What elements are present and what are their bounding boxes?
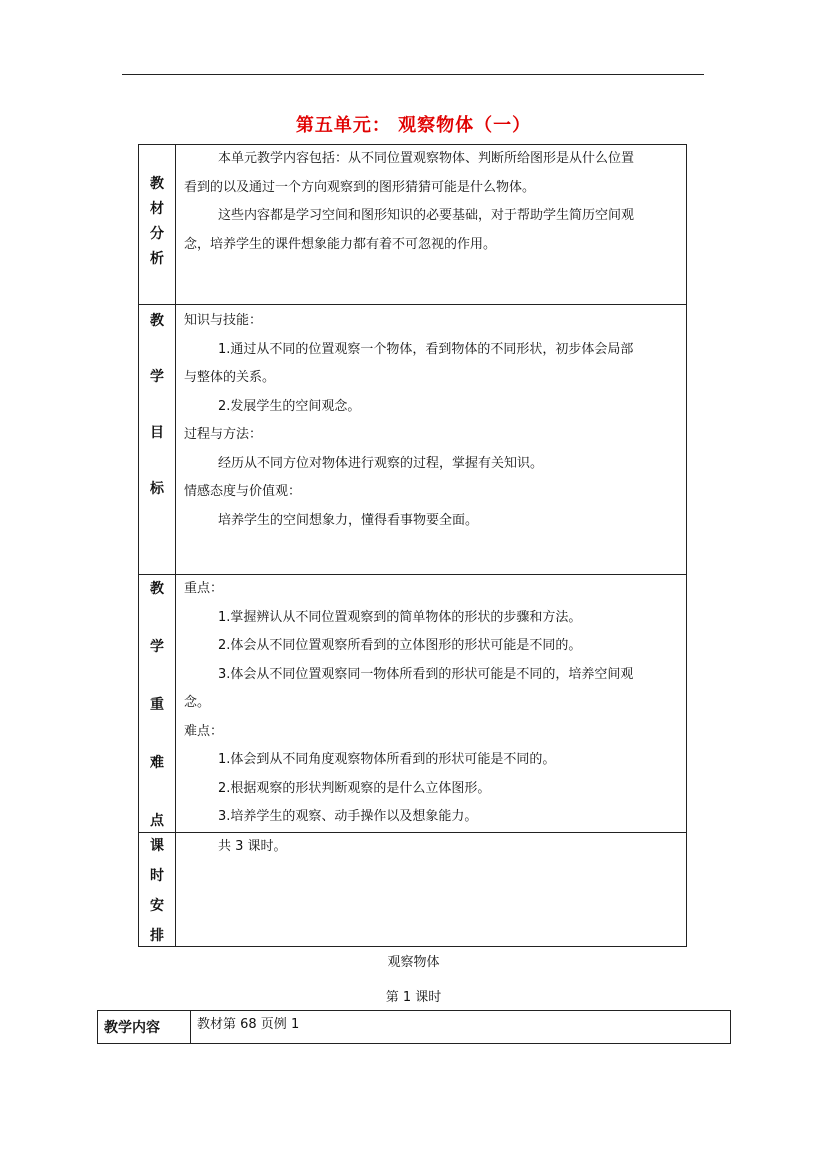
row-label-teaching-goals bbox=[139, 305, 176, 575]
header-rule bbox=[122, 74, 704, 75]
paragraph-line: 共 3 课时。 bbox=[218, 838, 287, 854]
paragraph-line: 1.体会到从不同角度观察物体所看到的形状可能是不同的。 bbox=[218, 752, 556, 767]
row-textbook-analysis bbox=[139, 145, 687, 305]
label-char: 学 bbox=[150, 639, 164, 655]
lesson-content-label: 教学内容 bbox=[98, 1011, 191, 1044]
content-class-schedule bbox=[176, 832, 687, 946]
paragraph-line: 看到的以及通过一个方向观察到的图形猜猜可能是什么物体。 bbox=[184, 179, 536, 195]
paragraph-line: 培养学生的空间想象力，懂得看事物要全面。 bbox=[218, 512, 479, 528]
row-label-class-schedule bbox=[139, 832, 176, 946]
paragraph-line: 本单元教学内容包括：从不同位置观察物体、判断所给图形是从什么位置 bbox=[218, 151, 635, 166]
lesson-content-row bbox=[98, 1011, 731, 1044]
subheading: 过程与方法： bbox=[184, 427, 263, 442]
label-char: 目 bbox=[150, 425, 164, 441]
paragraph-line: 念，培养学生的课件想象能力都有着不可忽视的作用。 bbox=[184, 236, 497, 252]
row-label-textbook-analysis bbox=[139, 145, 176, 305]
subheading: 重点： bbox=[184, 581, 224, 596]
label-char: 重 bbox=[150, 697, 164, 713]
label-char: 排 bbox=[150, 927, 164, 944]
content-teaching-goals bbox=[176, 305, 687, 575]
paragraph-line: 念。 bbox=[184, 695, 211, 710]
lesson-content-table bbox=[97, 1010, 731, 1044]
label-char: 教 bbox=[150, 313, 164, 329]
row-label-key-difficult-points bbox=[139, 575, 176, 833]
label-char: 教 bbox=[150, 581, 164, 597]
subheading: 知识与技能： bbox=[184, 313, 263, 328]
page-title: 第五单元： 观察物体（一） bbox=[295, 115, 532, 136]
row-class-schedule bbox=[139, 832, 687, 946]
lesson-content-value: 教材第 68 页例 1 bbox=[191, 1011, 731, 1044]
label-char: 材 bbox=[150, 201, 164, 217]
label-char: 课 bbox=[150, 837, 164, 854]
label-char: 点 bbox=[150, 813, 164, 829]
paragraph-line: 这些内容都是学习空间和图形知识的必要基础，对于帮助学生简历空间观 bbox=[218, 208, 635, 223]
row-key-difficult-points bbox=[139, 575, 687, 833]
paragraph-line: 1.通过从不同的位置观察一个物体，看到物体的不同形状，初步体会局部 bbox=[218, 341, 634, 357]
label-char: 分 bbox=[150, 226, 164, 242]
row-teaching-goals bbox=[139, 305, 687, 575]
label-char: 难 bbox=[150, 755, 164, 771]
content-key-difficult-points bbox=[176, 575, 687, 833]
label-char: 时 bbox=[150, 867, 164, 884]
paragraph-line: 2.发展学生的空间观念。 bbox=[218, 398, 361, 414]
unit-plan-table bbox=[138, 144, 687, 947]
paragraph-line: 经历从不同方位对物体进行观察的过程，掌握有关知识。 bbox=[218, 455, 544, 471]
label-char: 学 bbox=[150, 369, 164, 385]
paragraph-line: 3.培养学生的观察、动手操作以及想象能力。 bbox=[218, 809, 478, 824]
label-char: 教 bbox=[150, 176, 164, 192]
subheading: 情感态度与价值观： bbox=[184, 484, 302, 499]
content-textbook-analysis bbox=[176, 145, 687, 305]
lesson-number-caption: 第 1 课时 bbox=[385, 990, 442, 1005]
paragraph-line: 2.根据观察的形状判断观察的是什么立体图形。 bbox=[218, 780, 491, 796]
label-char: 安 bbox=[150, 897, 164, 914]
paragraph-line: 2.体会从不同位置观察所看到的立体图形的形状可能是不同的。 bbox=[218, 638, 582, 653]
paragraph-line: 1.掌握辨认从不同位置观察到的简单物体的形状的步骤和方法。 bbox=[218, 609, 582, 625]
paragraph-line: 3.体会从不同位置观察同一物体所看到的形状可能是不同的，培养空间观 bbox=[218, 666, 634, 682]
label-char: 析 bbox=[150, 251, 164, 267]
paragraph-line: 与整体的关系。 bbox=[184, 370, 276, 385]
subheading: 难点： bbox=[184, 723, 224, 739]
label-char: 标 bbox=[150, 481, 164, 497]
lesson-topic-caption: 观察物体 bbox=[387, 955, 440, 970]
